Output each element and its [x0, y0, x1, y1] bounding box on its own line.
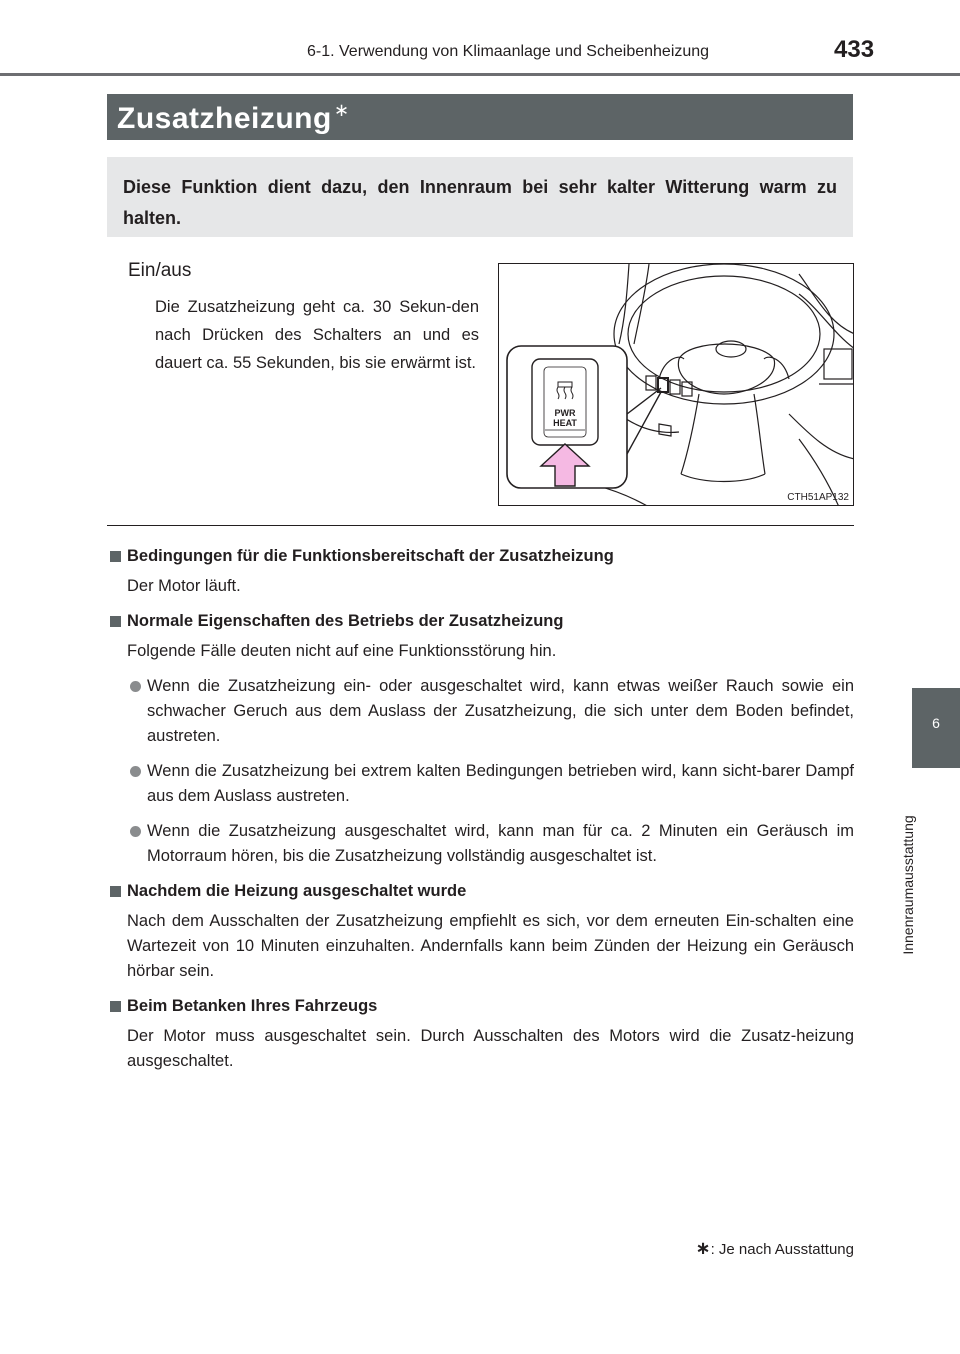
square-bullet-icon — [110, 616, 121, 627]
block-heading-text: Nachdem die Heizung ausgeschaltet wurde — [127, 882, 467, 900]
intro-box: Diese Funktion dient dazu, den Innenraum bei sehr kalter Witterung warm zu halten. — [107, 157, 853, 237]
bullet-text: Wenn die Zusatzheizung ausgeschaltet wird, kann man für ca. 2 Minuten ein Geräusch im Motorraum hören, bis die Zusatzheizung vollständig ausgeschaltet ist. — [147, 822, 854, 865]
footnote — [632, 1238, 854, 1259]
block-heading — [107, 544, 854, 569]
square-bullet-icon — [110, 551, 121, 562]
block-heading-text: Normale Eigenschaften des Betriebs der Zusatzheizung — [127, 612, 564, 630]
figure-code: CTH51AP132 — [787, 492, 849, 503]
round-bullet-icon — [130, 826, 141, 837]
page-number: 433 — [834, 36, 875, 63]
chapter-label: Innenraumausstattung — [900, 815, 916, 955]
bullet-item — [107, 819, 854, 869]
round-bullet-icon — [130, 766, 141, 777]
section-divider — [107, 525, 854, 526]
section-title-mark: ∗ — [333, 100, 350, 120]
block-heading-text: Beim Betanken Ihres Fahrzeugs — [127, 997, 378, 1015]
block-heading — [107, 994, 854, 1019]
switch-label-pwr: PWR — [554, 408, 576, 418]
block-heading — [107, 879, 854, 904]
footnote-text: : Je nach Ausstattung — [710, 1241, 854, 1258]
section-title — [107, 94, 853, 140]
block-text: Der Motor muss ausgeschaltet sein. Durch Ausschalten des Motors wird die Zusatz-heizung ausgeschaltet. — [127, 1027, 854, 1070]
switch-label-heat: HEAT — [553, 418, 577, 428]
dashboard-illustration — [498, 263, 854, 506]
bullet-text: Wenn die Zusatzheizung bei extrem kalten Bedingungen betrieben wird, kann sicht-barer Dampf aus dem Auslass austreten. — [147, 762, 854, 805]
block-text: Folgende Fälle deuten nicht auf eine Funktionsstörung hin. — [127, 642, 557, 660]
bullet-text: Wenn die Zusatzheizung ein- oder ausgeschaltet wird, kann etwas weißer Rauch sowie ein schwacher Geruch aus dem Auslass der Zusatzheizung, die sich unter dem Boden befindet, austreten. — [147, 677, 854, 745]
block-text: Der Motor läuft. — [127, 577, 241, 595]
bullet-item — [107, 759, 854, 809]
onoff-text: Die Zusatzheizung geht ca. 30 Sekun-den nach Drücken des Schalters an und es dauert ca. 55 Sekunden, bis sie erwärmt ist. — [155, 298, 479, 372]
header-rule — [0, 73, 960, 76]
block-heading — [107, 609, 854, 634]
block-heading-text: Bedingungen für die Funktionsbereitschaft der Zusatzheizung — [127, 547, 614, 565]
dashboard-drawing — [499, 264, 854, 506]
footnote-mark: ∗ — [695, 1238, 711, 1258]
square-bullet-icon — [110, 886, 121, 897]
square-bullet-icon — [110, 1001, 121, 1012]
running-header: 6-1. Verwendung von Klimaanlage und Scheibenheizung — [307, 43, 710, 60]
bullet-item — [107, 674, 854, 749]
section-title-text: Zusatzheizung — [117, 102, 332, 135]
onoff-heading: Ein/aus — [128, 260, 192, 281]
content-body — [107, 544, 854, 1084]
round-bullet-icon — [130, 681, 141, 692]
chapter-tab: 6 — [912, 688, 960, 768]
block-text: Nach dem Ausschalten der Zusatzheizung empfiehlt es sich, vor dem erneuten Ein-schalten eine Wartezeit von 10 Minuten einzuhalten. Andernfalls kann beim Zünden der Heizung ein Geräusch hörbar sein. — [127, 912, 854, 980]
